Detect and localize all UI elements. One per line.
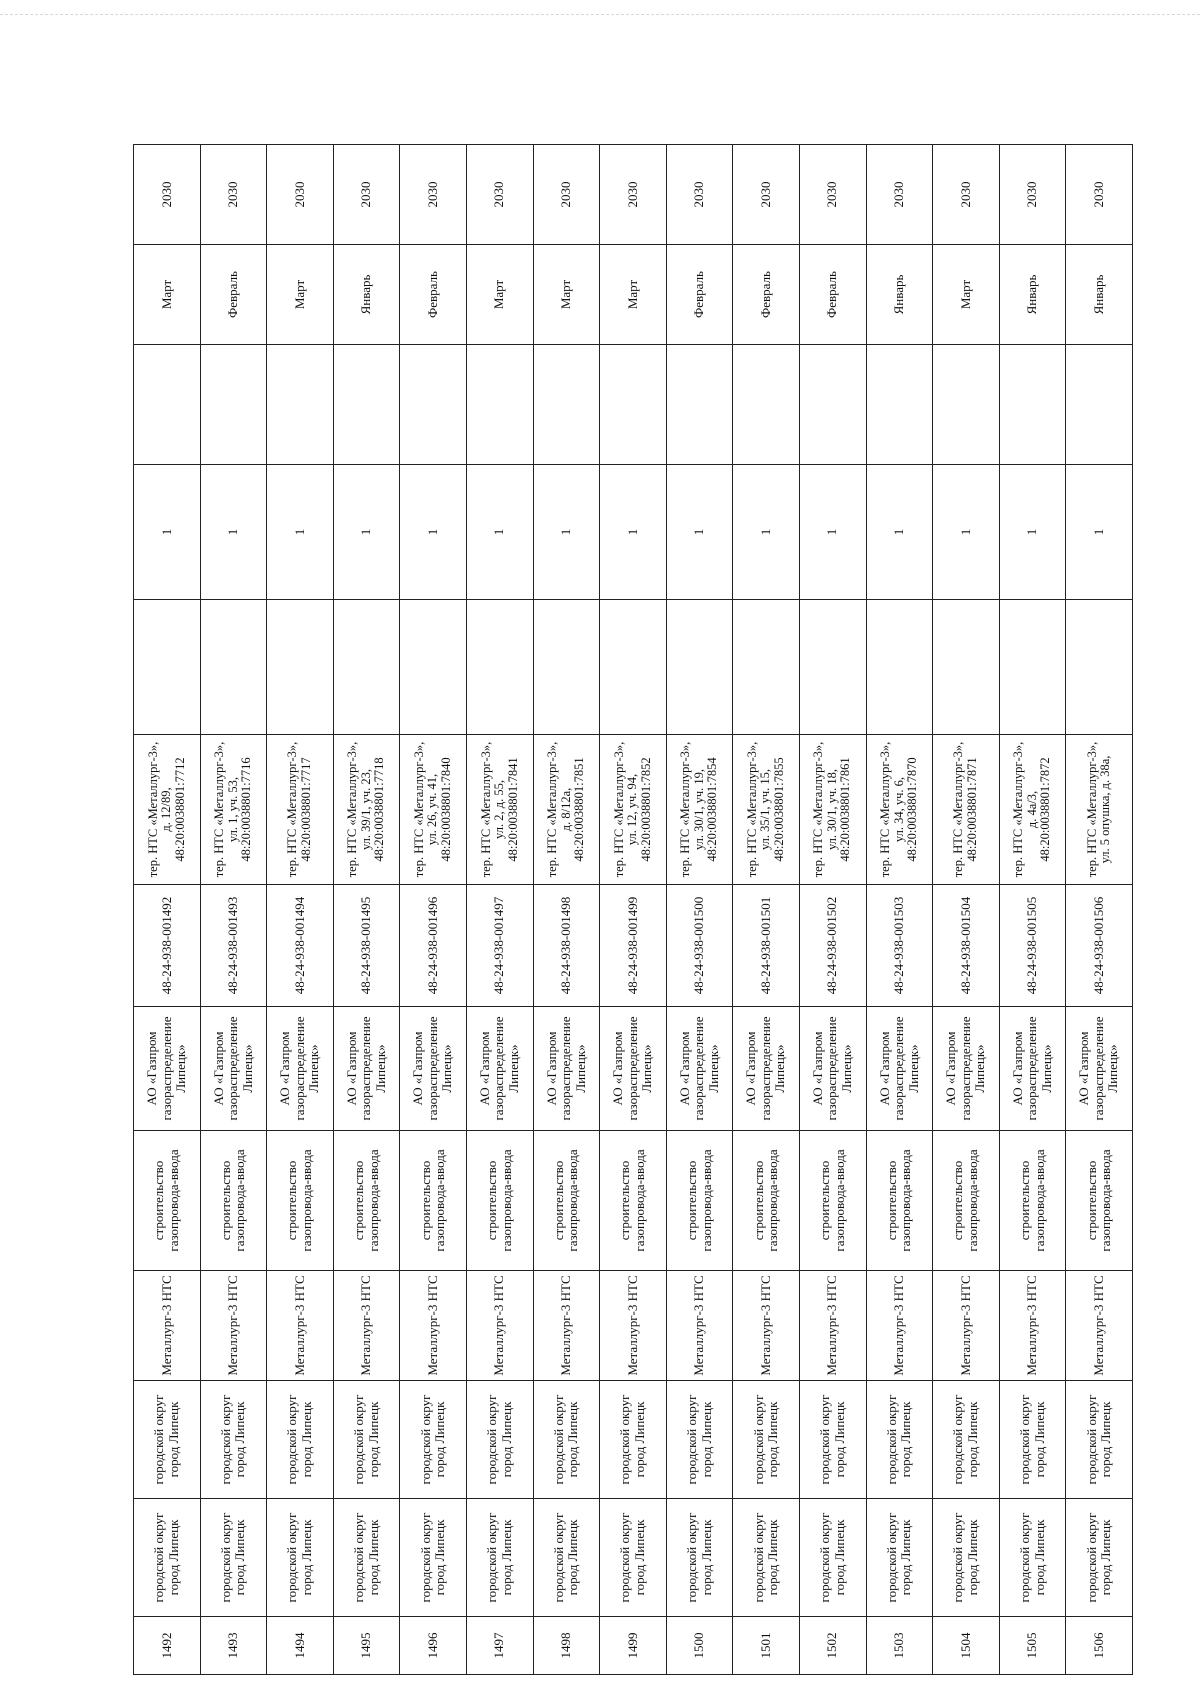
address-cell: тер. НТС «Металлург-3», д. 8/12а, 48:20:0038801:7851 xyxy=(533,735,600,885)
table-row xyxy=(600,145,667,1675)
organization-cell: АО «Газпром газораспределение Липецк» xyxy=(866,1007,933,1131)
object-code-cell: 48-24-938-001506 xyxy=(1066,885,1133,1007)
organization-cell: АО «Газпром газораспределение Липецк» xyxy=(799,1007,866,1131)
address-cell: тер. НТС «Металлург-3», ул. 26, уч. 41, 48:20:0038801:7840 xyxy=(400,735,467,885)
object-code-cell: 48-24-938-001497 xyxy=(466,885,533,1007)
count-cell: 1 xyxy=(866,465,933,600)
empty-cell xyxy=(733,345,800,465)
row-number-cell: 1500 xyxy=(666,1617,733,1675)
work-type-cell: строительство газопровода-ввода xyxy=(666,1131,733,1271)
organization-cell: АО «Газпром газораспределение Липецк» xyxy=(333,1007,400,1131)
table-row xyxy=(333,145,400,1675)
object-code-cell: 48-24-938-001505 xyxy=(999,885,1066,1007)
empty-cell xyxy=(799,600,866,735)
month-cell: Март xyxy=(600,245,667,345)
object-code-cell: 48-24-938-001503 xyxy=(866,885,933,1007)
address-cell: тер. НТС «Металлург-3», д. 12/89, 48:20:0038801:7712 xyxy=(134,735,201,885)
empty-cell xyxy=(333,600,400,735)
municipality-cell: городской округ город Липецк xyxy=(533,1499,600,1617)
municipality-cell: городской округ город Липецк xyxy=(333,1499,400,1617)
locality-cell: Металлург-3 НТС xyxy=(466,1271,533,1381)
settlement-cell: городской округ город Липецк xyxy=(600,1381,667,1499)
table-row xyxy=(733,145,800,1675)
object-code-cell: 48-24-938-001498 xyxy=(533,885,600,1007)
year-cell: 2030 xyxy=(799,145,866,245)
municipality-cell: городской округ город Липецк xyxy=(200,1499,267,1617)
table-row xyxy=(466,145,533,1675)
count-cell: 1 xyxy=(466,465,533,600)
month-cell: Февраль xyxy=(799,245,866,345)
settlement-cell: городской округ город Липецк xyxy=(400,1381,467,1499)
organization-cell: АО «Газпром газораспределение Липецк» xyxy=(400,1007,467,1131)
month-cell: Февраль xyxy=(400,245,467,345)
year-cell: 2030 xyxy=(1066,145,1133,245)
count-cell: 1 xyxy=(733,465,800,600)
row-number-cell: 1505 xyxy=(999,1617,1066,1675)
empty-cell xyxy=(200,600,267,735)
settlement-cell: городской округ город Липецк xyxy=(666,1381,733,1499)
address-cell: тер. НТС «Металлург-3», ул. 35/1, уч. 15, 48:20:0038801:7855 xyxy=(733,735,800,885)
row-number-cell: 1493 xyxy=(200,1617,267,1675)
locality-cell: Металлург-3 НТС xyxy=(134,1271,201,1381)
count-cell: 1 xyxy=(200,465,267,600)
empty-cell xyxy=(933,600,1000,735)
count-cell: 1 xyxy=(533,465,600,600)
settlement-cell: городской округ город Липецк xyxy=(866,1381,933,1499)
settlement-cell: городской округ город Липецк xyxy=(533,1381,600,1499)
count-cell: 1 xyxy=(1066,465,1133,600)
table-row xyxy=(533,145,600,1675)
row-number-cell: 1492 xyxy=(134,1617,201,1675)
row-number-cell: 1501 xyxy=(733,1617,800,1675)
empty-cell xyxy=(267,345,334,465)
table-row xyxy=(866,145,933,1675)
locality-cell: Металлург-3 НТС xyxy=(866,1271,933,1381)
locality-cell: Металлург-3 НТС xyxy=(200,1271,267,1381)
year-cell: 2030 xyxy=(466,145,533,245)
month-cell: Январь xyxy=(1066,245,1133,345)
empty-cell xyxy=(933,345,1000,465)
address-cell: тер. НТС «Металлург-3», ул. 5 опушка, д. 38а, xyxy=(1066,735,1133,885)
count-cell: 1 xyxy=(400,465,467,600)
count-cell: 1 xyxy=(600,465,667,600)
empty-cell xyxy=(200,345,267,465)
count-cell: 1 xyxy=(333,465,400,600)
municipality-cell: городской округ город Липецк xyxy=(400,1499,467,1617)
year-cell: 2030 xyxy=(267,145,334,245)
rotated-table-frame xyxy=(133,145,1133,1675)
count-cell: 1 xyxy=(999,465,1066,600)
row-number-cell: 1506 xyxy=(1066,1617,1133,1675)
empty-cell xyxy=(533,345,600,465)
municipality-cell: городской округ город Липецк xyxy=(866,1499,933,1617)
object-code-cell: 48-24-938-001492 xyxy=(134,885,201,1007)
locality-cell: Металлург-3 НТС xyxy=(600,1271,667,1381)
municipality-cell: городской округ город Липецк xyxy=(1066,1499,1133,1617)
settlement-cell: городской округ город Липецк xyxy=(333,1381,400,1499)
gas-connection-table xyxy=(133,144,1133,1675)
work-type-cell: строительство газопровода-ввода xyxy=(933,1131,1000,1271)
count-cell: 1 xyxy=(134,465,201,600)
year-cell: 2030 xyxy=(533,145,600,245)
organization-cell: АО «Газпром газораспределение Липецк» xyxy=(533,1007,600,1131)
row-number-cell: 1499 xyxy=(600,1617,667,1675)
month-cell: Февраль xyxy=(200,245,267,345)
row-number-cell: 1498 xyxy=(533,1617,600,1675)
empty-cell xyxy=(666,345,733,465)
work-type-cell: строительство газопровода-ввода xyxy=(1066,1131,1133,1271)
table-row xyxy=(799,145,866,1675)
year-cell: 2030 xyxy=(999,145,1066,245)
address-cell: тер. НТС «Металлург-3», ул. 34, уч. 6, 48:20:0038801:7870 xyxy=(866,735,933,885)
empty-cell xyxy=(866,600,933,735)
year-cell: 2030 xyxy=(600,145,667,245)
object-code-cell: 48-24-938-001501 xyxy=(733,885,800,1007)
empty-cell xyxy=(466,600,533,735)
table-row xyxy=(666,145,733,1675)
address-cell: тер. НТС «Металлург-3», 48:20:0038801:7717 xyxy=(267,735,334,885)
object-code-cell: 48-24-938-001496 xyxy=(400,885,467,1007)
row-number-cell: 1495 xyxy=(333,1617,400,1675)
year-cell: 2030 xyxy=(933,145,1000,245)
work-type-cell: строительство газопровода-ввода xyxy=(200,1131,267,1271)
empty-cell xyxy=(999,600,1066,735)
empty-cell xyxy=(600,600,667,735)
month-cell: Январь xyxy=(333,245,400,345)
address-cell: тер. НТС «Металлург-3», ул. 12, уч. 94, 48:20:0038801:7852 xyxy=(600,735,667,885)
settlement-cell: городской округ город Липецк xyxy=(1066,1381,1133,1499)
table-row xyxy=(933,145,1000,1675)
settlement-cell: городской округ город Липецк xyxy=(200,1381,267,1499)
organization-cell: АО «Газпром газораспределение Липецк» xyxy=(1066,1007,1133,1131)
work-type-cell: строительство газопровода-ввода xyxy=(866,1131,933,1271)
work-type-cell: строительство газопровода-ввода xyxy=(134,1131,201,1271)
locality-cell: Металлург-3 НТС xyxy=(999,1271,1066,1381)
month-cell: Март xyxy=(134,245,201,345)
month-cell: Март xyxy=(466,245,533,345)
settlement-cell: городской округ город Липецк xyxy=(733,1381,800,1499)
year-cell: 2030 xyxy=(733,145,800,245)
table-row xyxy=(999,145,1066,1675)
settlement-cell: городской округ город Липецк xyxy=(466,1381,533,1499)
locality-cell: Металлург-3 НТС xyxy=(267,1271,334,1381)
organization-cell: АО «Газпром газораспределение Липецк» xyxy=(600,1007,667,1131)
organization-cell: АО «Газпром газораспределение Липецк» xyxy=(666,1007,733,1131)
empty-cell xyxy=(134,600,201,735)
address-cell: тер. НТС «Металлург-3», ул. 2, д. 55, 48:20:0038801:7841 xyxy=(466,735,533,885)
month-cell: Март xyxy=(533,245,600,345)
work-type-cell: строительство газопровода-ввода xyxy=(799,1131,866,1271)
row-number-cell: 1494 xyxy=(267,1617,334,1675)
year-cell: 2030 xyxy=(666,145,733,245)
organization-cell: АО «Газпром газораспределение Липецк» xyxy=(466,1007,533,1131)
settlement-cell: городской округ город Липецк xyxy=(999,1381,1066,1499)
work-type-cell: строительство газопровода-ввода xyxy=(267,1131,334,1271)
object-code-cell: 48-24-938-001499 xyxy=(600,885,667,1007)
rotated-table xyxy=(133,145,1133,1675)
organization-cell: АО «Газпром газораспределение Липецк» xyxy=(200,1007,267,1131)
table-row xyxy=(134,145,201,1675)
row-number-cell: 1504 xyxy=(933,1617,1000,1675)
address-cell: тер. НТС «Металлург-3», 48:20:0038801:7871 xyxy=(933,735,1000,885)
empty-cell xyxy=(267,600,334,735)
empty-cell xyxy=(666,600,733,735)
empty-cell xyxy=(1066,345,1133,465)
address-cell: тер. НТС «Металлург-3», ул. 39/1, уч. 23, 48:20:0038801:7718 xyxy=(333,735,400,885)
row-number-cell: 1503 xyxy=(866,1617,933,1675)
locality-cell: Металлург-3 НТС xyxy=(666,1271,733,1381)
address-cell: тер. НТС «Металлург-3», ул. 1, уч. 53, 48:20:0038801:7716 xyxy=(200,735,267,885)
empty-cell xyxy=(400,600,467,735)
organization-cell: АО «Газпром газораспределение Липецк» xyxy=(134,1007,201,1131)
empty-cell xyxy=(533,600,600,735)
settlement-cell: городской округ город Липецк xyxy=(933,1381,1000,1499)
year-cell: 2030 xyxy=(400,145,467,245)
municipality-cell: городской округ город Липецк xyxy=(999,1499,1066,1617)
work-type-cell: строительство газопровода-ввода xyxy=(733,1131,800,1271)
object-code-cell: 48-24-938-001493 xyxy=(200,885,267,1007)
empty-cell xyxy=(733,600,800,735)
year-cell: 2030 xyxy=(134,145,201,245)
row-number-cell: 1497 xyxy=(466,1617,533,1675)
year-cell: 2030 xyxy=(333,145,400,245)
municipality-cell: городской округ город Липецк xyxy=(933,1499,1000,1617)
empty-cell xyxy=(333,345,400,465)
address-cell: тер. НТС «Металлург-3», ул. 30/1, уч. 19, 48:20:0038801:7854 xyxy=(666,735,733,885)
municipality-cell: городской округ город Липецк xyxy=(733,1499,800,1617)
locality-cell: Металлург-3 НТС xyxy=(733,1271,800,1381)
year-cell: 2030 xyxy=(866,145,933,245)
settlement-cell: городской округ город Липецк xyxy=(799,1381,866,1499)
address-cell: тер. НТС «Металлург-3», ул. 30/1, уч. 18, 48:20:0038801:7861 xyxy=(799,735,866,885)
empty-cell xyxy=(466,345,533,465)
month-cell: Февраль xyxy=(666,245,733,345)
locality-cell: Металлург-3 НТС xyxy=(533,1271,600,1381)
work-type-cell: строительство газопровода-ввода xyxy=(400,1131,467,1271)
scan-edge-line xyxy=(0,14,1200,15)
empty-cell xyxy=(866,345,933,465)
municipality-cell: городской округ город Липецк xyxy=(267,1499,334,1617)
month-cell: Март xyxy=(267,245,334,345)
settlement-cell: городской округ город Липецк xyxy=(267,1381,334,1499)
table-row xyxy=(400,145,467,1675)
month-cell: Январь xyxy=(866,245,933,345)
object-code-cell: 48-24-938-001494 xyxy=(267,885,334,1007)
work-type-cell: строительство газопровода-ввода xyxy=(600,1131,667,1271)
empty-cell xyxy=(1066,600,1133,735)
count-cell: 1 xyxy=(666,465,733,600)
municipality-cell: городской округ город Липецк xyxy=(134,1499,201,1617)
month-cell: Январь xyxy=(999,245,1066,345)
work-type-cell: строительство газопровода-ввода xyxy=(533,1131,600,1271)
month-cell: Февраль xyxy=(733,245,800,345)
empty-cell xyxy=(400,345,467,465)
settlement-cell: городской округ город Липецк xyxy=(134,1381,201,1499)
locality-cell: Металлург-3 НТС xyxy=(933,1271,1000,1381)
month-cell: Март xyxy=(933,245,1000,345)
object-code-cell: 48-24-938-001495 xyxy=(333,885,400,1007)
municipality-cell: городской округ город Липецк xyxy=(466,1499,533,1617)
empty-cell xyxy=(134,345,201,465)
object-code-cell: 48-24-938-001500 xyxy=(666,885,733,1007)
table-row xyxy=(1066,145,1133,1675)
object-code-cell: 48-24-938-001502 xyxy=(799,885,866,1007)
count-cell: 1 xyxy=(267,465,334,600)
row-number-cell: 1496 xyxy=(400,1617,467,1675)
locality-cell: Металлург-3 НТС xyxy=(400,1271,467,1381)
locality-cell: Металлург-3 НТС xyxy=(799,1271,866,1381)
empty-cell xyxy=(799,345,866,465)
locality-cell: Металлург-3 НТС xyxy=(1066,1271,1133,1381)
work-type-cell: строительство газопровода-ввода xyxy=(466,1131,533,1271)
municipality-cell: городской округ город Липецк xyxy=(799,1499,866,1617)
municipality-cell: городской округ город Липецк xyxy=(600,1499,667,1617)
work-type-cell: строительство газопровода-ввода xyxy=(333,1131,400,1271)
locality-cell: Металлург-3 НТС xyxy=(333,1271,400,1381)
row-number-cell: 1502 xyxy=(799,1617,866,1675)
table-row xyxy=(200,145,267,1675)
year-cell: 2030 xyxy=(200,145,267,245)
empty-cell xyxy=(600,345,667,465)
object-code-cell: 48-24-938-001504 xyxy=(933,885,1000,1007)
organization-cell: АО «Газпром газораспределение Липецк» xyxy=(999,1007,1066,1131)
address-cell: тер. НТС «Металлург-3», д. 4а/3, 48:20:0038801:7872 xyxy=(999,735,1066,885)
count-cell: 1 xyxy=(933,465,1000,600)
work-type-cell: строительство газопровода-ввода xyxy=(999,1131,1066,1271)
organization-cell: АО «Газпром газораспределение Липецк» xyxy=(267,1007,334,1131)
organization-cell: АО «Газпром газораспределение Липецк» xyxy=(933,1007,1000,1131)
organization-cell: АО «Газпром газораспределение Липецк» xyxy=(733,1007,800,1131)
municipality-cell: городской округ город Липецк xyxy=(666,1499,733,1617)
table-row xyxy=(267,145,334,1675)
empty-cell xyxy=(999,345,1066,465)
count-cell: 1 xyxy=(799,465,866,600)
